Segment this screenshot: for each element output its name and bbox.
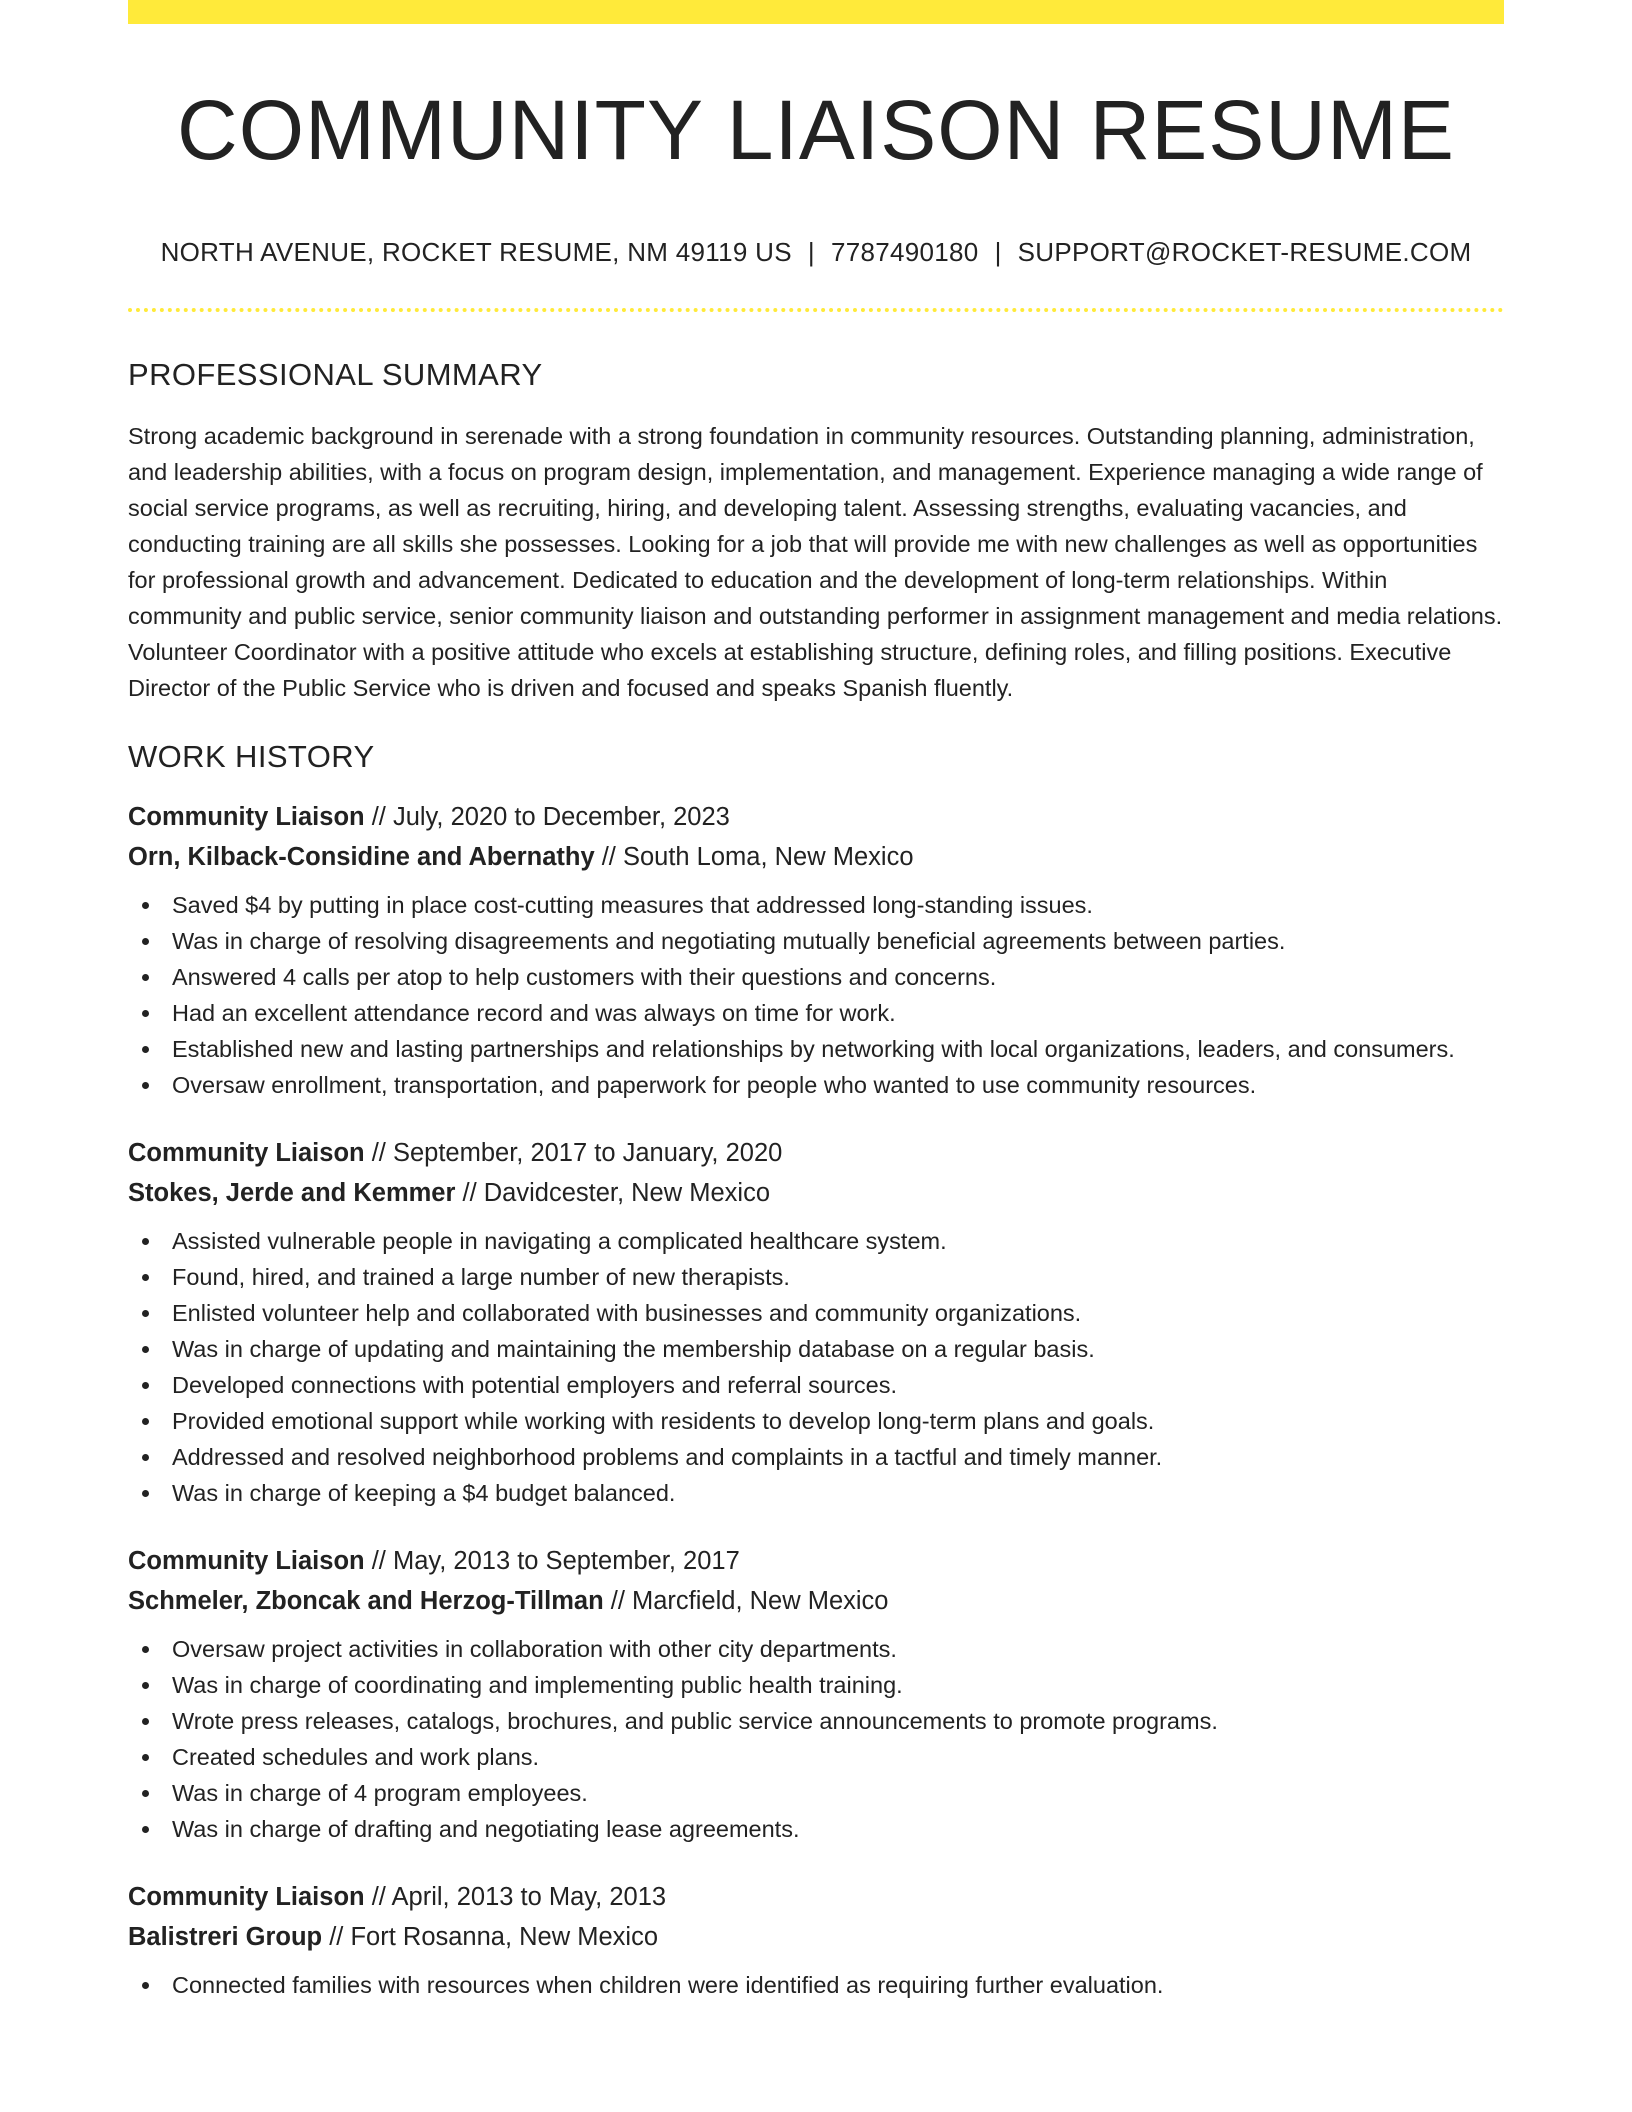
bullet-item — [172, 1367, 1504, 1403]
bullet-text: Was in charge of 4 program employees. — [172, 1779, 588, 1806]
bullet-text: Oversaw project activities in collaboration with other city departments. — [172, 1635, 897, 1662]
job-dates: // May, 2013 to September, 2017 — [364, 1546, 740, 1575]
job-entry — [128, 1133, 1504, 1511]
bullet-text: Was in charge of updating and maintaining the membership database on a regular basis. — [172, 1335, 1095, 1362]
bullet-item — [172, 1295, 1504, 1331]
bullet-dot — [142, 1346, 149, 1353]
bullet-dot — [142, 1010, 149, 1017]
bullet-item — [172, 1811, 1504, 1847]
bullet-text: Was in charge of drafting and negotiating lease agreements. — [172, 1815, 800, 1842]
job-bullets — [128, 1967, 1504, 2003]
job-entry — [128, 1541, 1504, 1847]
bullet-item — [172, 1439, 1504, 1475]
job-title: Community Liaison — [128, 802, 365, 831]
job-title-line — [128, 1133, 1504, 1173]
bullet-dot — [142, 1790, 149, 1797]
contact-phone: 7787490180 — [830, 236, 979, 267]
bullet-item — [172, 1259, 1504, 1295]
bullet-text: Assisted vulnerable people in navigating a complicated healthcare system. — [172, 1227, 947, 1254]
contact-address: NORTH AVENUE, ROCKET RESUME, NM 49119 US — [160, 236, 792, 267]
job-title: Community Liaison — [128, 1546, 365, 1575]
resume-title: COMMUNITY LIAISON RESUME — [177, 83, 1455, 177]
bullet-item — [172, 1967, 1504, 2003]
contact-line — [128, 237, 1504, 268]
bullet-dot — [142, 1238, 149, 1245]
job-title-line — [128, 797, 1504, 837]
bullet-text: Enlisted volunteer help and collaborated with businesses and community organizations. — [172, 1299, 1082, 1326]
bullet-dot — [142, 1490, 149, 1497]
bullet-item — [172, 1475, 1504, 1511]
bullet-item — [172, 1031, 1504, 1067]
job-title-line — [128, 1877, 1504, 1917]
bullet-dot — [142, 1382, 149, 1389]
job-company: Balistreri Group — [128, 1922, 323, 1951]
bullet-text: Created schedules and work plans. — [172, 1743, 540, 1770]
header-divider — [128, 308, 1504, 312]
bullet-text: Answered 4 calls per atop to help customers with their questions and concerns. — [172, 963, 997, 990]
summary-text: Strong academic background in serenade with a strong foundation in community resources. Outstanding planning, administration, and leadership abilities, with a focus on program design, implementation, and management. Experience managing a wide range of social service programs, as well as recruiting, hiring, and developing talent. Assessing strengths, evaluating vacancies, and conducting training are all skills she possesses. Looking for a job that will provide me with new challenges as well as opportunities for professional growth and advancement. Dedicated to education and the development of long-term relationships. Within community and public service, senior community liaison and outstanding performer in assignment management and media relations. Volunteer Coordinator with a positive attitude who excels at establishing structure, defining roles, and filling positions. Executive Director of the Public Service who is driven and focused and speaks Spanish fluently. — [128, 422, 1503, 701]
bullet-text: Saved $4 by putting in place cost-cutting measures that addressed long-standing issues. — [172, 891, 1093, 918]
bullet-item — [172, 1775, 1504, 1811]
bullet-text: Was in charge of coordinating and implementing public health training. — [172, 1671, 903, 1698]
job-company-line — [128, 1173, 1504, 1213]
bullet-text: Oversaw enrollment, transportation, and paperwork for people who wanted to use community resources. — [172, 1071, 1257, 1098]
job-company-line — [128, 837, 1504, 877]
job-title-line — [128, 1541, 1504, 1581]
work-history-heading: WORK HISTORY — [128, 738, 375, 774]
bullet-text: Developed connections with potential employers and referral sources. — [172, 1371, 897, 1398]
bullet-item — [172, 1403, 1504, 1439]
bullet-dot — [142, 1718, 149, 1725]
bullet-dot — [142, 1826, 149, 1833]
bullet-item — [172, 959, 1504, 995]
bullet-item — [172, 887, 1504, 923]
job-dates: // September, 2017 to January, 2020 — [364, 1138, 783, 1167]
bullet-dot — [142, 938, 149, 945]
bullet-item — [172, 1631, 1504, 1667]
bullet-text: Found, hired, and trained a large number of new therapists. — [172, 1263, 790, 1290]
bullet-dot — [142, 1454, 149, 1461]
job-dates: // July, 2020 to December, 2023 — [364, 802, 730, 831]
job-entry — [128, 1877, 1504, 2003]
bullet-text: Connected families with resources when children were identified as requiring further evaluation. — [172, 1971, 1164, 1998]
bullet-text: Addressed and resolved neighborhood problems and complaints in a tactful and timely manner. — [172, 1443, 1163, 1470]
bullet-dot — [142, 1754, 149, 1761]
job-bullets — [128, 887, 1504, 1103]
bullet-item — [172, 1067, 1504, 1103]
summary-heading: PROFESSIONAL SUMMARY — [128, 356, 543, 392]
bullet-text: Had an excellent attendance record and was always on time for work. — [172, 999, 896, 1026]
job-company-line — [128, 1917, 1504, 1957]
bullet-item — [172, 923, 1504, 959]
bullet-item — [172, 1667, 1504, 1703]
job-location: // Marcfield, New Mexico — [603, 1586, 889, 1615]
bullet-dot — [142, 974, 149, 981]
job-company: Stokes, Jerde and Kemmer — [128, 1178, 456, 1207]
bullet-dot — [142, 902, 149, 909]
job-location: // Fort Rosanna, New Mexico — [322, 1922, 659, 1951]
job-location: // Davidcester, New Mexico — [455, 1178, 771, 1207]
contact-separator: | — [994, 236, 1002, 267]
job-entry — [128, 797, 1504, 1103]
contact-separator: | — [807, 236, 815, 267]
job-location: // South Loma, New Mexico — [594, 842, 914, 871]
bullet-dot — [142, 1646, 149, 1653]
bullet-dot — [142, 1982, 149, 1989]
bullet-text: Was in charge of resolving disagreements and negotiating mutually beneficial agreements between parties. — [172, 927, 1286, 954]
bullet-item — [172, 995, 1504, 1031]
bullet-dot — [142, 1418, 149, 1425]
contact-email: SUPPORT@ROCKET-RESUME.COM — [1017, 236, 1472, 267]
job-bullets — [128, 1631, 1504, 1847]
job-company-line — [128, 1581, 1504, 1621]
bullet-text: Wrote press releases, catalogs, brochures, and public service announcements to promote programs. — [172, 1707, 1218, 1734]
job-company: Orn, Kilback-Considine and Abernathy — [128, 842, 595, 871]
bullet-text: Was in charge of keeping a $4 budget balanced. — [172, 1479, 676, 1506]
bullet-item — [172, 1703, 1504, 1739]
jobs-list — [128, 797, 1504, 2003]
bullet-dot — [142, 1274, 149, 1281]
bullet-item — [172, 1739, 1504, 1775]
bullet-dot — [142, 1310, 149, 1317]
bullet-text: Provided emotional support while working with residents to develop long-term plans and goals. — [172, 1407, 1155, 1434]
accent-bar — [128, 0, 1504, 24]
bullet-dot — [142, 1682, 149, 1689]
job-title: Community Liaison — [128, 1882, 365, 1911]
bullet-dot — [142, 1046, 149, 1053]
bullet-text: Established new and lasting partnerships and relationships by networking with local organizations, leaders, and consumers. — [172, 1035, 1455, 1062]
job-bullets — [128, 1223, 1504, 1511]
job-title: Community Liaison — [128, 1138, 365, 1167]
job-dates: // April, 2013 to May, 2013 — [364, 1882, 667, 1911]
bullet-item — [172, 1331, 1504, 1367]
job-company: Schmeler, Zboncak and Herzog-Tillman — [128, 1586, 604, 1615]
bullet-item — [172, 1223, 1504, 1259]
resume-page — [128, 0, 1504, 2112]
bullet-dot — [142, 1082, 149, 1089]
